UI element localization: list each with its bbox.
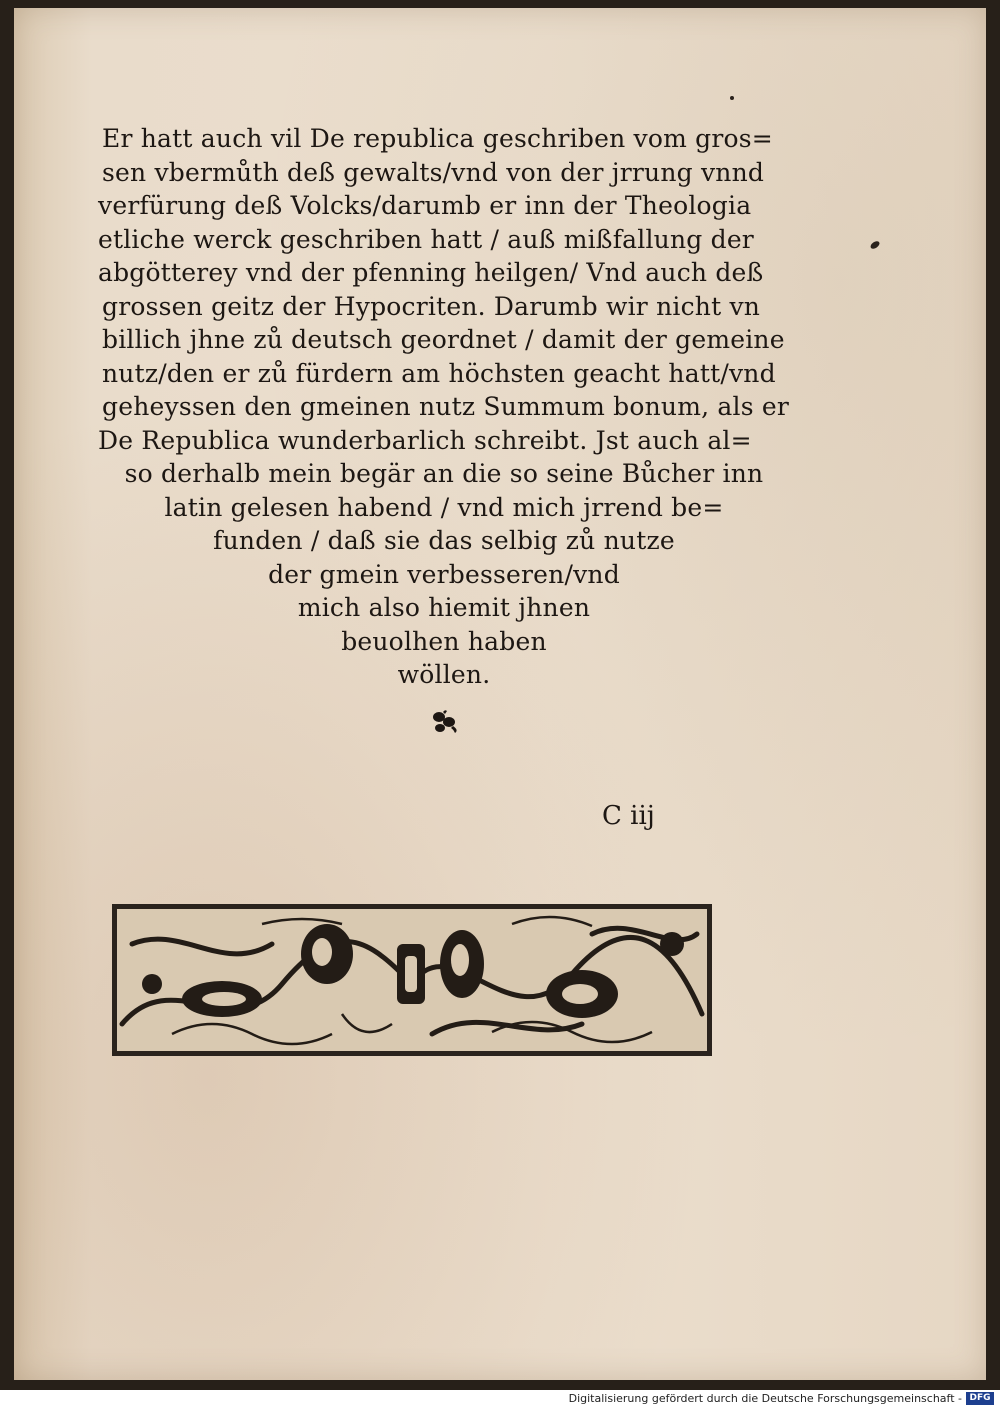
text-line: nutz/den er zů fürdern am höchsten geacht hatt/vnd — [102, 358, 776, 388]
ink-dot — [730, 96, 734, 100]
book-page — [14, 8, 986, 1380]
text-line: De Republica wunderbarlich schreibt. Jst auch al= — [98, 425, 752, 455]
dfg-logo-icon: DFG — [966, 1392, 994, 1405]
digitization-footer — [0, 1390, 1000, 1408]
signature-mark: C iij — [602, 801, 655, 831]
text-line: der gmein verbesseren/vnd — [268, 559, 620, 589]
ink-mark — [869, 240, 881, 251]
text-line: billich jhne zů deutsch geordnet / damit der gemeine — [102, 325, 785, 354]
text-line: funden / daß sie das selbig zů nutze — [213, 526, 675, 555]
text-line: so derhalb mein begär an die so seine Bůcher inn — [124, 459, 764, 488]
funding-credit: Digitalisierung gefördert durch die Deutsche Forschungsgemeinschaft - — [568, 1392, 962, 1405]
text-line: wöllen. — [397, 660, 491, 689]
text-line: sen vbermůth deß gewalts/vnd von der jrrung vnnd — [102, 157, 765, 187]
text-line: latin gelesen habend / vnd mich jrrend be= — [164, 492, 724, 522]
text-line: geheyssen den gmeinen nutz Summum bonum, als er — [102, 392, 790, 421]
page-text — [94, 122, 794, 692]
text-line: abgötterey vnd der pfenning heilgen/ Vnd auch deß — [98, 258, 764, 287]
fleuron-ornament — [429, 708, 461, 736]
woodcut-ornament-icon — [112, 904, 712, 1056]
text-line: Er hatt auch vil De republica geschriben vom gros= — [102, 124, 773, 153]
text-line: etliche werck geschriben hatt / auß mißfallung der — [98, 224, 754, 254]
text-line: grossen geitz der Hypocriten. Darumb wir nicht vn — [102, 291, 761, 321]
text-line: beuolhen haben — [341, 626, 547, 656]
text-line: mich also hiemit jhnen — [297, 593, 591, 622]
text-line: verfürung deß Volcks/darumb er inn der Theologia — [98, 191, 752, 220]
